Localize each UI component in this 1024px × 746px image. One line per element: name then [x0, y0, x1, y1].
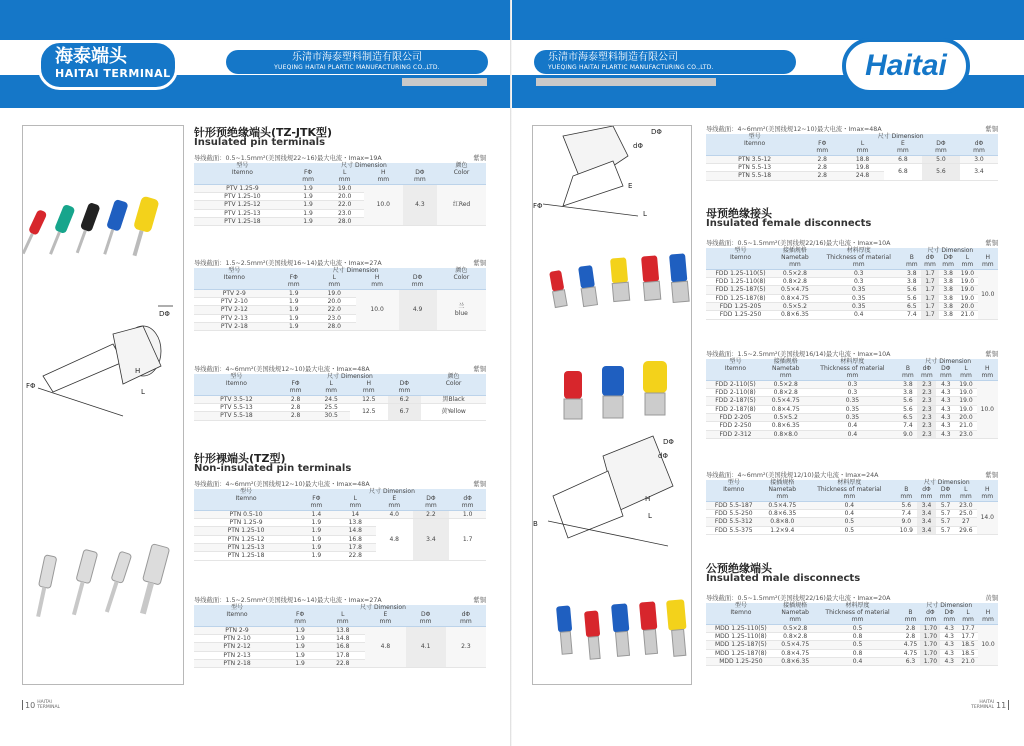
table-row: PTV 5.5-18 2.8 30.5	[194, 412, 486, 420]
table-row: PTV 1.25-10 1.9 20.0	[194, 193, 486, 201]
table-row: MDD 1.25-250 0.8×6.35 0.4 6.3 1.70 4.3 21.0	[706, 657, 998, 665]
table-row: PTN 2-12 1.9 16.8	[194, 643, 486, 651]
table-fdd-1.25: 型号 Itemno 接插规格 Nametab 材料厚度 Thickness of material 尺寸 Dimension B dΦ DΦ L H mm mm mm mm mm mm mm FDD 1.25-110(5) 0.5×2.8 0.3 3.8 1.7 3.8 19.0 10.0 FDD 1.25-110(8) 0.8×2.8 0.3 3.8 1.7 3.8 19.0 FDD 1.25-187(5) 0.5×4.75 0.35 5.6 1.7 3.8 19.0 FDD 1.25-187(8) 0.8×4.75 0.35 5.6 1.7 3.8 19.0 FDD 1.25-205 0.5×5.2 0.35 6.5 1.7 3.8 20.0 FDD 1.25-250 0.8×6.35 0.4 7.4 1.7 3.8 21.0	[706, 248, 998, 320]
table-fdd-5.5: 型号 Itemno 接插规格 Nametab 材料厚度 Thickness of material 尺寸 Dimension B dΦ DΦ L H mm mm mm mm mm mm mm FDD 5.5-187 0.5×4.75 0.4 5.6 3.4 5.7 23.0 14.0 FDD 5.5-250 0.8×6.35 0.4 7.4 3.4 5.7 25.0 FDD 5.5-312 0.8×8.0 0.5 9.0 3.4 5.7 27 FDD 5.5-375 1.2×9.4 0.5 10.9 3.4 5.7 29.6	[706, 480, 998, 535]
table-ptn-2: 型号 Itemno 尺寸 Dimension FΦ L E DΦ dΦ mm mm mm mm mm PTN 2-9 1.9 13.8 4.8 4.1 2.3 PTN 2-10 1.9 14.8 PTN 2-12 1.9 16.8 PTN 2-13 1.9 17.8 PTN 2-18 1.9 22.8	[194, 605, 486, 668]
non-insulated-pin-photo	[32, 544, 169, 618]
grey-accent-bar	[536, 78, 716, 86]
dim-l: L	[141, 388, 145, 396]
photo-frame	[532, 125, 692, 685]
dim-f: FΦ	[26, 382, 36, 390]
table-ptn-1.25: 型号 Itemno 尺寸 Dimension FΦ L E DΦ dΦ mm mm mm mm mm PTN 0.5-10 1.4 14 4.0 2.2 1.0 PTN 1.25-9 1.9 13.8 4.8 3.4 1.7 PTN 1.25-10 1.9 14.8 PTN 1.25-12 1.9 16.8 PTN 1.25-13 1.9 17.8 PTN 1.25-18 1.9 22.8	[194, 489, 486, 561]
section-title-cn: 针形裸端头(TZ型)	[194, 452, 286, 465]
table-row: PTN 2-18 1.9 22.8	[194, 659, 486, 667]
section-title-en: Insulated pin terminals	[194, 137, 326, 148]
table-fdd-2: 型号 Itemno 接插规格 Nametab 材料厚度 Thickness of material 尺寸 Dimension B dΦ DΦ L H mm mm mm mm mm mm mm FDD 2-110(5) 0.5×2.8 0.3 3.8 2.3 4.3 19.0 10.0 FDD 2-110(8) 0.8×2.8 0.3 3.8 2.3 4.3 19.0 FDD 2-187(5) 0.5×4.75 0.35 5.6 2.3 4.3 19.0 FDD 2-187(8) 0.8×4.75 0.35 5.6 2.3 4.3 19.0 FDD 2-205 0.5×5.2 0.35 6.5 2.3 4.3 20.0 FDD 2-250 0.8×6.35 0.4 7.4 2.3 4.3 21.0 FDD 2-312 0.8×8.0 0.4 9.0 2.3 4.3 23.0	[706, 359, 998, 439]
table-row: PTV 2-9 1.9 19.0 10.0 4.9 兰 blue	[194, 289, 486, 297]
table-row: PTN 2-9 1.9 13.8 4.8 4.1 2.3	[194, 626, 486, 634]
table-row: MDD 1.25-187(8) 0.8×4.75 0.8 4.75 1.70 4.3 18.5	[706, 649, 998, 657]
table-row: PTV 2-13 1.9 23.0	[194, 314, 486, 322]
spec-line: 导线截面：4~6mm²(美国线规12/10)最大电流・Imax=24A 紫铜	[706, 472, 998, 479]
h-model: 型号 Itemno	[194, 163, 291, 177]
table-row: PTN 1.25-10 1.9 14.8	[194, 527, 486, 535]
photo-frame	[22, 125, 184, 685]
table-row: FDD 1.25-187(5) 0.5×4.75 0.35 5.6 1.7 3.8 19.0	[706, 286, 998, 294]
brand-en: HAITAI TERMINAL	[55, 67, 171, 80]
female-disconnects-photo	[549, 253, 689, 419]
table-row: PTV 1.25-18 1.9 28.0	[194, 217, 486, 225]
dim-h: H	[135, 367, 141, 375]
company-name-box	[534, 50, 796, 74]
page-number: 10 HAITAI TERMINAL	[22, 700, 69, 710]
spec-line: 导线截面：0.5~1.5mm²(美国线规22~16)最大电流・Imax=19A 紫铜	[194, 155, 486, 162]
section-title-cn: 针形预绝缘端头(TZ-JTK型)	[194, 126, 333, 139]
dim-d: DΦ	[663, 438, 674, 446]
page-number: HAITAI TERMINAL 11	[962, 700, 1009, 710]
table-row: PTV 1.25-12 1.9 22.0	[194, 201, 486, 209]
table-row: PTN 5.5-18 2.8 24.8	[706, 172, 998, 180]
dim-f: FΦ	[533, 202, 543, 210]
company-cn: 乐清市海泰塑料制造有限公司	[548, 52, 678, 63]
table-row: PTN 5.5-13 2.8 19.8 6.8 5.6 3.4	[706, 164, 998, 172]
spec-line: 导线截面：1.5~2.5mm²(美国线规16/14)最大电流・Imax=10A 紫铜	[706, 351, 998, 358]
dim-dd: dΦ	[658, 452, 668, 460]
spec-line: 导线截面：0.5~1.5mm²(美国线规22/16)最大电流・Imax=10A 紫铜	[706, 240, 998, 247]
dim-dd: dΦ	[633, 142, 643, 150]
dim-e: E	[628, 182, 633, 190]
terminal-illustrations	[23, 126, 183, 684]
section-title-cn: 公预绝缘端头	[706, 562, 772, 575]
spec-line: 导线截面：0.5~1.5mm²(美国线规22/16)最大电流・Imax=20A 黄铜	[706, 595, 998, 602]
table-row: MDD 1.25-110(5) 0.5×2.8 0.5 2.8 1.70 4.3 17.7 10.0	[706, 624, 998, 632]
table-row: PTN 2-10 1.9 14.8	[194, 635, 486, 643]
table-row: FDD 1.25-110(8) 0.8×2.8 0.3 3.8 1.7 3.8 19.0	[706, 278, 998, 286]
table-row: PTN 3.5-12 2.8 18.8 6.8 5.0 3.0	[706, 155, 998, 163]
brand-box	[38, 40, 178, 90]
dim-l: L	[643, 210, 647, 218]
table-row: PTV 1.25-9 1.9 19.0 10.0 4.3 红Red	[194, 184, 486, 192]
section-title-en: Non-insulated pin terminals	[194, 463, 352, 474]
table-row: FDD 2-110(5) 0.5×2.8 0.3 3.8 2.3 4.3 19.0 10.0	[706, 380, 998, 388]
table-row: PTV 2-10 1.9 20.0	[194, 298, 486, 306]
table-row: FDD 2-110(8) 0.8×2.8 0.3 3.8 2.3 4.3 19.0	[706, 389, 998, 397]
company-cn: 乐清市海泰塑料制造有限公司	[292, 52, 422, 63]
table-row: FDD 2-205 0.5×5.2 0.35 6.5 2.3 4.3 20.0	[706, 413, 998, 421]
table-row: FDD 5.5-375 1.2×9.4 0.5 10.9 3.4 5.7 29.6	[706, 526, 998, 534]
spec-line: 导线截面：1.5~2.5mm²(美国线规16~14)最大电流・Imax=27A 紫铜	[194, 597, 486, 604]
pin-dimension-drawing	[543, 126, 638, 216]
grey-accent-bar	[402, 78, 487, 86]
right-page	[512, 0, 1024, 746]
company-en: YUEQING HAITAI PLARTIC MANUFACTURING CO.,LTD.	[548, 64, 714, 71]
company-en: YUEQING HAITAI PLARTIC MANUFACTURING CO.,LTD.	[274, 64, 440, 71]
section-title-cn: 母预绝缘接头	[706, 207, 772, 220]
table-row: PTN 0.5-10 1.4 14 4.0 2.2 1.0	[194, 510, 486, 518]
spec-line: 导线截面：4~6mm²(美国线规12~10)最大电流・Imax=48A 紫铜	[194, 481, 486, 488]
spec-line: 导线截面：1.5~2.5mm²(美国线规16~14)最大电流・Imax=27A 紫铜	[194, 260, 486, 267]
table-row: PTN 2-13 1.9 17.8	[194, 651, 486, 659]
table-row: FDD 1.25-250 0.8×6.35 0.4 7.4 1.7 3.8 21.0	[706, 311, 998, 319]
table-row: PTV 3.5-12 2.8 24.5 12.5 6.2 黑Black	[194, 395, 486, 403]
dim-l: L	[648, 512, 652, 520]
dim-b: B	[533, 520, 538, 528]
insulated-pin-terminals-photo	[23, 196, 160, 259]
logo-box	[842, 38, 970, 94]
section-title-en: Insulated female disconnects	[706, 218, 872, 229]
table-ptn-5.5: 型号 Itemno 尺寸 Dimension FΦ L E DΦ dΦ mm mm mm mm mm PTN 3.5-12 2.8 18.8 6.8 5.0 3.0 PTN 5.5-13 2.8 19.8 6.8 5.6 3.4 PTN 5.5-18 2.8 24.8	[706, 134, 998, 181]
terminal-illustrations	[533, 126, 691, 684]
table-row: PTN 1.25-18 1.9 22.8	[194, 552, 486, 560]
table-row: FDD 1.25-187(8) 0.8×4.75 0.35 5.6 1.7 3.8 19.0	[706, 294, 998, 302]
table-row: FDD 2-187(5) 0.5×4.75 0.35 5.6 2.3 4.3 19.0	[706, 397, 998, 405]
table-row: PTV 5.5-13 2.8 25.5 12.5 6.7 黄Yellow	[194, 404, 486, 412]
spec-line: 导线截面：4~6mm²(美国线规12~10)最大电流・Imax=48A 紫铜	[194, 366, 486, 373]
logo: Haitai	[865, 49, 947, 82]
table-row: FDD 1.25-110(5) 0.5×2.8 0.3 3.8 1.7 3.8 19.0 10.0	[706, 269, 998, 277]
table-row: PTN 1.25-9 1.9 13.8 4.8 3.4 1.7	[194, 519, 486, 527]
dim-h: H	[645, 495, 651, 503]
male-disconnects-photo	[556, 599, 689, 659]
pin-dimension-drawing	[38, 306, 173, 416]
dim-d: DΦ	[651, 128, 662, 136]
table-row: FDD 5.5-250 0.8×6.35 0.4 7.4 3.4 5.7 25.0	[706, 510, 998, 518]
spec-line: 导线截面：4~6mm²(美国线规12~10)最大电流・Imax=48A 紫铜	[706, 126, 998, 133]
table-mdd-1.25: 型号 Itemno 接插规格 Nametab 材料厚度 Thickness of material 尺寸 Dimension B dΦ DΦ L H mm mm mm mm mm mm mm MDD 1.25-110(5) 0.5×2.8 0.5 2.8 1.70 4.3 17.7 10.0 MDD 1.25-110(8) 0.8×2.8 0.8 2.8 1.70 4.3 17.7 MDD 1.25-187(5) 0.5×4.75 0.5 4.75 1.70 4.3 18.5 MDD 1.25-187(8) 0.8×4.75 0.8 4.75 1.70 4.3 18.5 MDD 1.25-250 0.8×6.35 0.4 6.3 1.70 4.3 21.0	[706, 603, 998, 666]
female-dimension-drawing	[548, 436, 673, 546]
table-row: FDD 5.5-187 0.5×4.75 0.4 5.6 3.4 5.7 23.0 14.0	[706, 501, 998, 509]
table-row: PTV 2-18 1.9 28.0	[194, 322, 486, 330]
table-row: PTN 1.25-12 1.9 16.8	[194, 535, 486, 543]
dim-d: DΦ	[159, 310, 170, 318]
table-ptv-2: 型号 Itemno 尺寸 Dimension 颜色 Color FΦ L H DΦ mm mm mm mm PTV 2-9 1.9 19.0 10.0 4.9 兰 blue PTV 2-10 1.9 20.0 PTV 2-12 1.9 22.0 PTV 2-13 1.9 23.0 PTV 2-18 1.9 28.0	[194, 268, 486, 331]
table-row: FDD 2-312 0.8×8.0 0.4 9.0 2.3 4.3 23.0	[706, 430, 998, 438]
table-row: FDD 2-187(8) 0.8×4.75 0.35 5.6 2.3 4.3 19.0	[706, 405, 998, 413]
table-ptv-1.25: 型号 Itemno 尺寸 Dimension 颜色 Color FΦ L H DΦ mm mm mm mm PTV 1.25-9 1.9 19.0 10.0 4.3 红Red PTV 1.25-10 1.9 20.0 PTV 1.25-12 1.9 22.0 PTV 1.25-13 1.9 23.0 PTV 1.25-18 1.9 28.0	[194, 163, 486, 226]
table-row: PTN 1.25-13 1.9 17.8	[194, 543, 486, 551]
table-row: MDD 1.25-110(8) 0.8×2.8 0.8 2.8 1.70 4.3 17.7	[706, 633, 998, 641]
brand-cn: 海泰端头	[55, 46, 127, 67]
company-name-box	[226, 50, 488, 74]
section-title-en: Insulated male disconnects	[706, 573, 861, 584]
table-row: MDD 1.25-187(5) 0.5×4.75 0.5 4.75 1.70 4.3 18.5	[706, 641, 998, 649]
table-ptv-5.5: 型号 Itemno 尺寸 Dimension 颜色 Color FΦ L H DΦ mm mm mm mm PTV 3.5-12 2.8 24.5 12.5 6.2 黑Black PTV 5.5-13 2.8 25.5 12.5 6.7 黄Yellow PTV 5.5-18 2.8 30.5	[194, 374, 486, 421]
table-row: FDD 5.5-312 0.8×8.0 0.5 9.0 3.4 5.7 27	[706, 518, 998, 526]
table-row: FDD 2-250 0.8×6.35 0.4 7.4 2.3 4.3 21.0	[706, 422, 998, 430]
table-row: FDD 1.25-205 0.5×5.2 0.35 6.5 1.7 3.8 20.0	[706, 302, 998, 310]
table-row: PTV 1.25-13 1.9 23.0	[194, 209, 486, 217]
table-row: PTV 2-12 1.9 22.0	[194, 306, 486, 314]
